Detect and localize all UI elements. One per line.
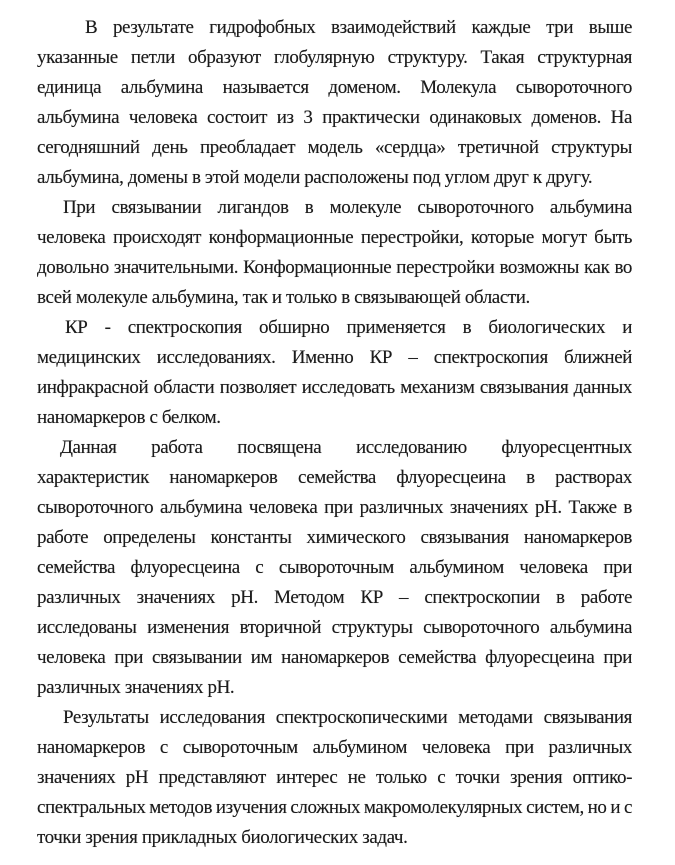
text-line: значениях pH представляют интерес не только с точки зрения оптико- [37,767,632,788]
text-line: КР - спектроскопия обширно применяется в биологических и [65,317,632,338]
text-line: характеристик наномаркеров семейства флуоресцеина в растворах [37,467,632,488]
text-line: исследованы изменения вторичной структуры сывороточного альбумина [37,617,632,638]
paragraph [37,703,632,853]
text-line: инфракрасной области позволяет исследовать механизм связывания данных [37,377,632,398]
paragraph [37,433,632,703]
paragraph [37,13,632,193]
text-line: довольно значительными. Конформационные перестройки возможны как во [37,257,632,278]
paragraph [37,193,632,313]
text-line: наномаркеров с белком. [37,407,221,428]
text-line: семейства флуоресцеина с сывороточным альбумином человека при [37,557,632,578]
text-line: указанные петли образуют глобулярную структуру. Такая структурная [37,47,632,68]
text-line: различных значениях pH. Методом КР – спектроскопии в работе [37,587,632,608]
paragraph [37,313,632,433]
text-line: альбумина человека состоит из 3 практически одинаковых доменов. На [37,107,632,128]
text-line: человека происходят конформационные перестройки, которые могут быть [37,227,632,248]
text-line: В результате гидрофобных взаимодействий каждые три выше [85,17,632,38]
text-line: работе определены константы химического связывания наномаркеров [37,527,632,548]
text-line: Данная работа посвящена исследованию флуоресцентных [60,437,632,458]
text-line: наномаркеров с сывороточным альбумином человека при различных [37,737,632,758]
text-line: всей молекуле альбумина, так и только в связывающей области. [37,287,530,308]
text-line: различных значениях pH. [37,677,235,698]
text-line: спектральных методов изучения сложных макромолекулярных систем, но и с [37,797,632,818]
text-line: единица альбумина называется доменом. Молекула сывороточного [37,77,632,98]
document-text-block [37,13,632,853]
text-line: сывороточного альбумина человека при различных значениях pH. Также в [37,497,632,518]
text-line: человека при связывании им наномаркеров семейства флуоресцеина при [37,647,632,668]
text-line: медицинских исследованиях. Именно КР – спектроскопия ближней [37,347,632,368]
text-line: При связывании лигандов в молекуле сывороточного альбумина [63,197,632,218]
text-line: Результаты исследования спектроскопическими методами связывания [63,707,632,728]
text-line: сегодняшний день преобладает модель «сердца» третичной структуры [37,137,632,158]
text-line: альбумина, домены в этой модели расположены под углом друг к другу. [37,167,593,188]
text-line: точки зрения прикладных биологических задач. [37,827,408,848]
